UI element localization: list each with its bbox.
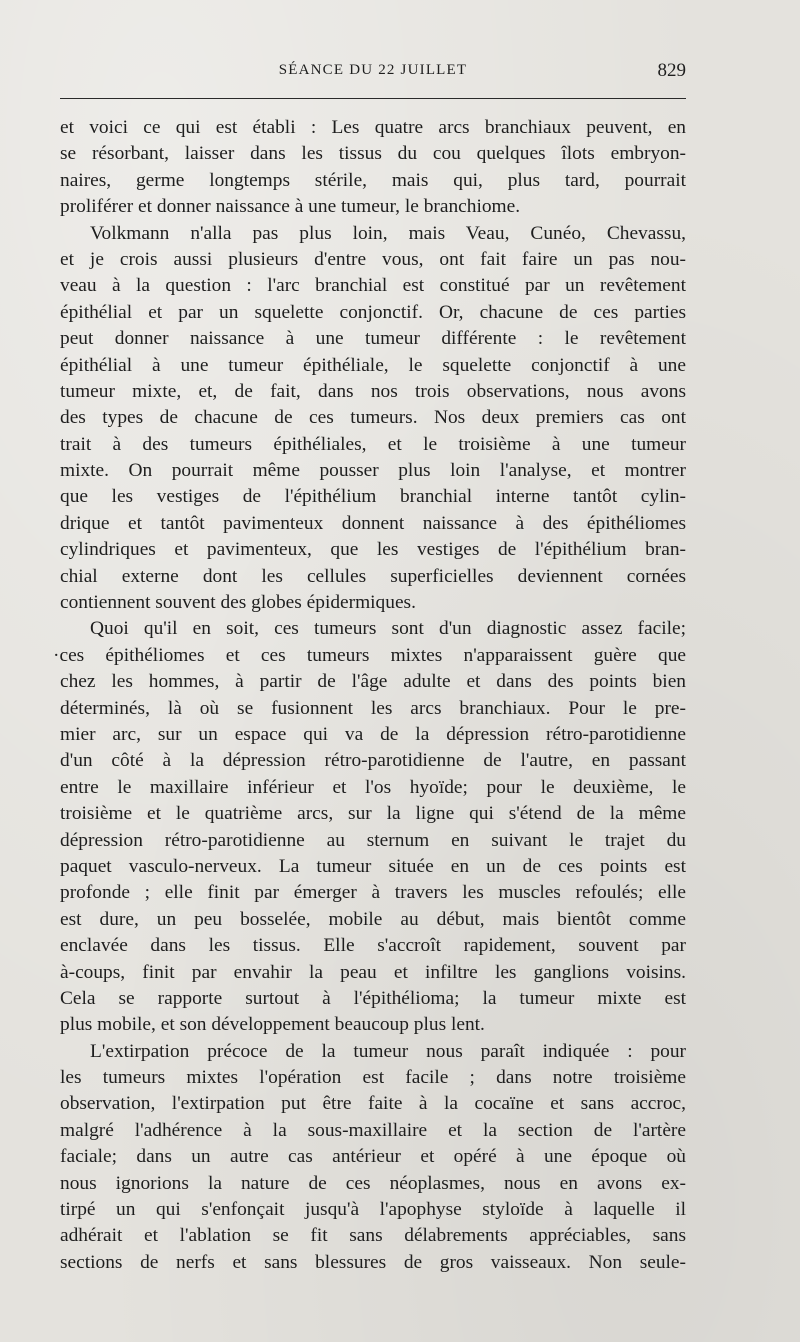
text-line: entre le maxillaire inférieur et l'os hyoïde; pour le deuxième, le xyxy=(60,776,686,798)
text-line: troisième et le quatrième arcs, sur la ligne qui s'étend de la même xyxy=(60,803,686,825)
text-line: proliférer et donner naissance à une tumeur, le branchiome. xyxy=(60,196,521,218)
text-line: et je crois aussi plusieurs d'entre vous, ont fait faire un pas nou- xyxy=(60,248,686,270)
text-line: chez les hommes, à partir de l'âge adulte et dans des points bien xyxy=(60,671,686,693)
text-line: drique et tantôt pavimenteux donnent naissance à des épithéliomes xyxy=(60,512,686,534)
text-line: mier arc, sur un espace qui va de la dépression rétro-parotidienne xyxy=(60,723,686,745)
text-line: les tumeurs mixtes l'opération est facile ; dans notre troisième xyxy=(60,1067,686,1089)
text-line: trait à des tumeurs épithéliales, et le troisième à une tumeur xyxy=(60,433,686,455)
paragraph-first-line: Quoi qu'il en soit, ces tumeurs sont d'un diagnostic assez facile; xyxy=(90,618,686,640)
text-line: observation, l'extirpation put être faite à la cocaïne et sans accroc, xyxy=(60,1093,686,1115)
text-line: épithélial et par un squelette conjonctif. Or, chacune de ces parties xyxy=(60,301,686,323)
text-line: faciale; dans un autre cas antérieur et opéré à une époque où xyxy=(60,1146,686,1168)
text-line: est dure, un peu bosselée, mobile au début, mais bientôt comme xyxy=(60,908,686,930)
text-line: tirpé un qui s'enfonçait jusqu'à l'apophyse styloïde à laquelle il xyxy=(60,1199,686,1221)
text-line: adhérait et l'ablation se fit sans délabrements appréciables, sans xyxy=(60,1225,686,1247)
text-line: contiennent souvent des globes épidermiques. xyxy=(60,592,416,614)
text-line: à-coups, finit par envahir la peau et infiltre les ganglions voisins. xyxy=(60,961,686,983)
text-line: naires, germe longtemps stérile, mais qui, plus tard, pourrait xyxy=(60,169,686,191)
text-line: des types de chacune de ces tumeurs. Nos deux premiers cas ont xyxy=(60,407,686,429)
header-rule xyxy=(60,98,686,99)
text-line: paquet vasculo-nerveux. La tumeur située en un de ces points est xyxy=(60,855,686,877)
page-number: 829 xyxy=(657,60,686,81)
text-line: que les vestiges de l'épithélium branchial interne tantôt cylin- xyxy=(60,486,686,508)
running-head xyxy=(60,62,686,86)
text-line: ·ces épithéliomes et ces tumeurs mixtes n'apparaissent guère que xyxy=(53,644,686,666)
text-line: sections de nerfs et sans blessures de gros vaisseaux. Non seule- xyxy=(60,1251,686,1273)
text-line: cylindriques et pavimenteux, que les vestiges de l'épithélium bran- xyxy=(60,539,686,561)
text-line: mixte. On pourrait même pousser plus loin l'analyse, et montrer xyxy=(60,460,686,482)
text-line: enclavée dans les tissus. Elle s'accroît rapidement, souvent par xyxy=(60,935,686,957)
text-line: Cela se rapporte surtout à l'épithélioma; la tumeur mixte est xyxy=(60,987,686,1009)
text-line: épithélial à une tumeur épithéliale, le squelette conjonctif à une xyxy=(60,354,686,376)
text-line: malgré l'adhérence à la sous-maxillaire et la section de l'artère xyxy=(60,1119,686,1141)
running-title: SÉANCE DU 22 JUILLET xyxy=(278,62,468,78)
paragraph-first-line: Volkmann n'alla pas plus loin, mais Veau, Cunéo, Chevassu, xyxy=(90,222,686,244)
text-line: chial externe dont les cellules superficielles deviennent cornées xyxy=(60,565,686,587)
text-line: plus mobile, et son développement beaucoup plus lent. xyxy=(60,1014,485,1036)
text-line: se résorbant, laisser dans les tissus du cou quelques îlots embryon- xyxy=(60,143,686,165)
text-line: tumeur mixte, et, de fait, dans nos trois observations, nous avons xyxy=(60,380,686,402)
text-line: peut donner naissance à une tumeur différente : le revêtement xyxy=(60,328,686,350)
text-line: veau à la question : l'arc branchial est constitué par un revêtement xyxy=(60,275,686,297)
body-text xyxy=(53,115,686,1276)
text-line: nous ignorions la nature de ces néoplasmes, nous en avons ex- xyxy=(60,1172,686,1194)
text-line: déterminés, là où se fusionnent les arcs branchiaux. Pour le pre- xyxy=(60,697,686,719)
text-line: dépression rétro-parotidienne au sternum en suivant le trajet du xyxy=(60,829,686,851)
text-line: d'un côté à la dépression rétro-parotidienne de l'autre, en passant xyxy=(60,750,686,772)
paragraph-first-line: L'extirpation précoce de la tumeur nous paraît indiquée : pour xyxy=(90,1040,686,1062)
text-line: profonde ; elle finit par émerger à travers les muscles refoulés; elle xyxy=(60,882,686,904)
text-line: et voici ce qui est établi : Les quatre arcs branchiaux peuvent, en xyxy=(60,117,686,138)
